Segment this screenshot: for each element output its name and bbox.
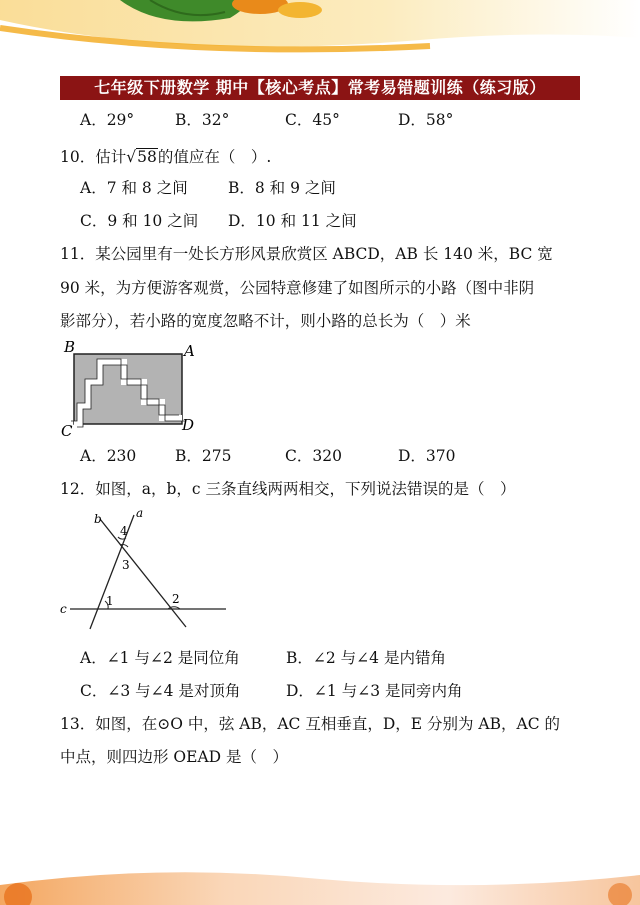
q10-option-c: C．9 和 10 之间 xyxy=(80,212,199,230)
q10-stem-before: 10．估计 xyxy=(60,148,127,166)
q10-radical: 58 xyxy=(137,148,157,166)
q11-option-b: B．275 xyxy=(175,447,232,465)
q9-option-b: B．32° xyxy=(175,111,230,129)
q12-angle-1: 1 xyxy=(106,594,114,608)
q9-option-c: C．45° xyxy=(285,111,340,129)
q11-label-b: B xyxy=(64,338,76,356)
q11-option-d: D．370 xyxy=(398,447,456,465)
q13-line-1: 13．如图，在⊙O 中，弦 AB，AC 互相垂直，D，E 分别为 AB，AC 的 xyxy=(60,715,560,733)
q12-option-a: A．∠1 与∠2 是同位角 xyxy=(80,649,240,667)
q10-option-b: B．8 和 9 之间 xyxy=(228,179,336,197)
decorative-header-art xyxy=(0,0,640,60)
q11-line-1: 11．某公园里有一处长方形风景欣赏区 ABCD，AB 长 140 米，BC 宽 xyxy=(60,245,553,263)
q12-angle-3: 3 xyxy=(122,558,130,572)
q11-option-c: C．320 xyxy=(285,447,342,465)
q12-label-a: a xyxy=(136,506,144,520)
q12-label-b: b xyxy=(94,512,102,526)
q10-option-d: D．10 和 11 之间 xyxy=(228,212,357,230)
title-banner: 七年级下册数学 期中【核心考点】常考易错题训练（练习版） xyxy=(60,76,580,100)
q11-line-3: 影部分），若小路的宽度忽略不计，则小路的总长为（ ）米 xyxy=(60,312,471,330)
q13-line-2: 中点，则四边形 OEAD 是（ ） xyxy=(60,748,288,766)
q11-label-d: D xyxy=(182,416,195,434)
q12-angle-4: 4 xyxy=(120,524,128,538)
q11-option-a: A．230 xyxy=(80,447,137,465)
q10-stem-after: 的值应在（ ）. xyxy=(157,148,272,166)
q11-park-figure xyxy=(58,338,208,438)
q12-label-c: c xyxy=(60,602,67,616)
q10-stem xyxy=(60,147,271,167)
q11-label-a: A xyxy=(184,342,195,360)
q12-stem: 12．如图，a，b，c 三条直线两两相交，下列说法错误的是（ ） xyxy=(60,480,516,498)
sqrt-symbol: √ xyxy=(126,148,137,166)
decorative-footer-art xyxy=(0,845,640,905)
q11-label-c: C xyxy=(61,422,73,438)
q9-option-d: D．58° xyxy=(398,111,454,129)
q12-option-d: D．∠1 与∠3 是同旁内角 xyxy=(286,682,463,700)
q12-angle-2: 2 xyxy=(172,592,180,606)
q12-option-c: C．∠3 与∠4 是对顶角 xyxy=(80,682,241,700)
q10-option-a: A．7 和 8 之间 xyxy=(80,179,188,197)
q12-lines-figure xyxy=(58,505,238,635)
q11-line-2: 90 米，为方便游客观赏，公园特意修建了如图所示的小路（图中非阴 xyxy=(60,279,535,297)
q9-option-a: A．29° xyxy=(80,111,135,129)
q12-option-b: B．∠2 与∠4 是内错角 xyxy=(286,649,446,667)
